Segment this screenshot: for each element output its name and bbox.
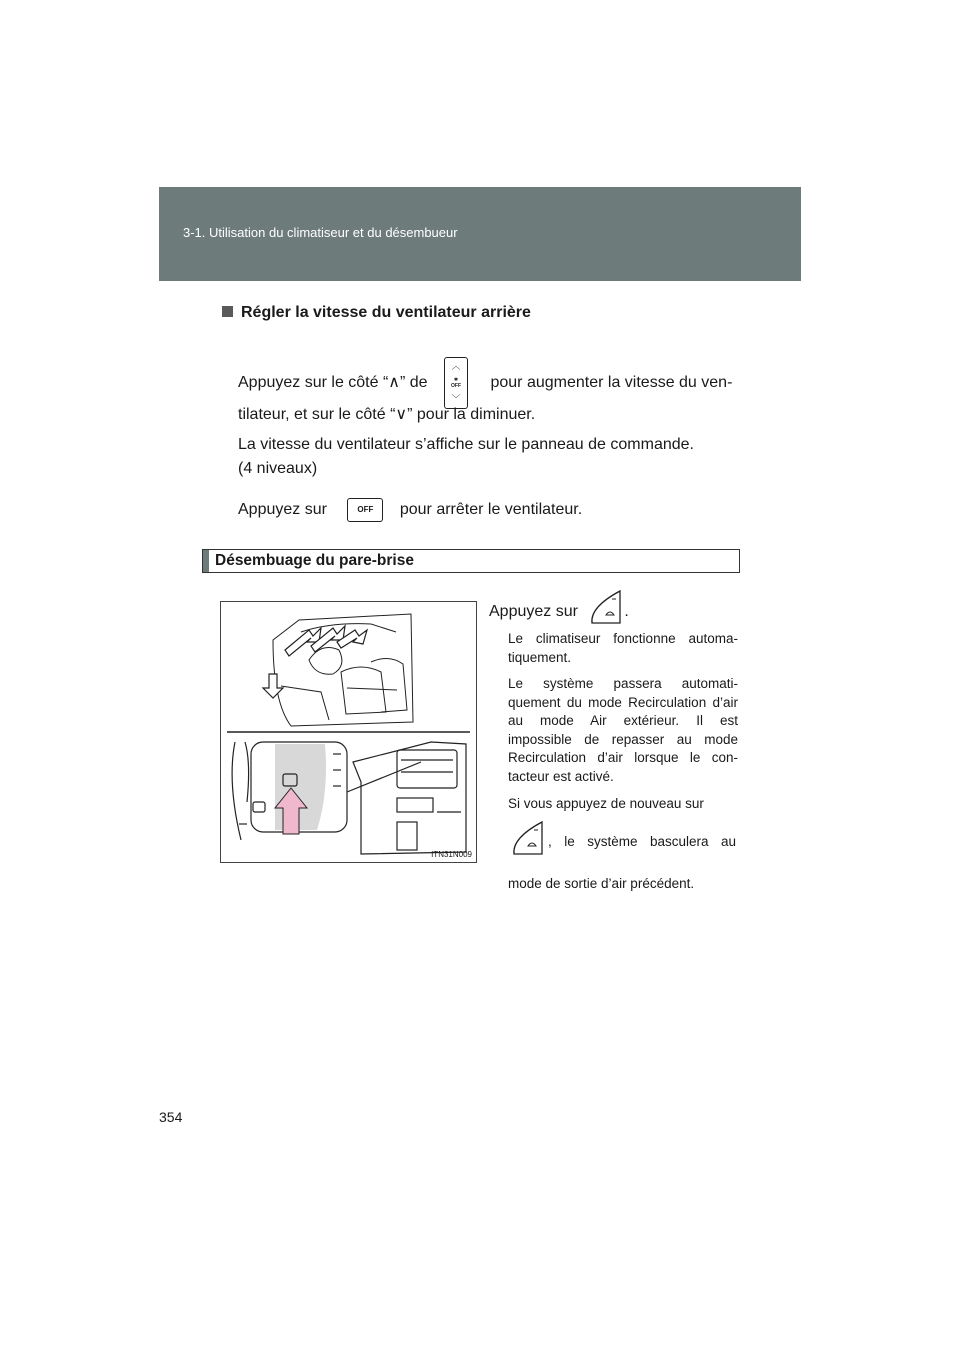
fan-instruction-part-a: Appuyez sur le côté “∧” de bbox=[238, 374, 428, 392]
press-text-b: . bbox=[624, 603, 629, 621]
audio-unit bbox=[397, 750, 457, 788]
steering-wheel bbox=[309, 648, 342, 675]
fan-instruction-line-5 bbox=[238, 498, 582, 522]
press-text-a: Appuyez sur bbox=[489, 603, 578, 621]
passenger-seat bbox=[371, 658, 407, 712]
paragraph-press-again: Si vous appuyez de nouveau sur bbox=[508, 796, 704, 811]
rear-fan-heading bbox=[222, 304, 531, 322]
chapter-header bbox=[159, 187, 801, 281]
chevron-down-icon: ﹀ bbox=[451, 394, 461, 404]
square-bullet-icon bbox=[222, 306, 233, 317]
rear-defrost-button bbox=[253, 802, 265, 812]
dashboard-drawing bbox=[221, 602, 476, 862]
front-seat bbox=[341, 667, 386, 714]
chevron-up-icon: ︿ bbox=[451, 361, 461, 371]
section-accent-bar bbox=[203, 550, 209, 572]
windshield-defrost-key-icon bbox=[586, 587, 624, 627]
climate-panel bbox=[397, 798, 433, 812]
windshield-line bbox=[301, 624, 396, 632]
fan-instruction-line-3: La vitesse du ventilateur s’affiche sur le panneau de commande. bbox=[238, 436, 694, 453]
panel-inner-curve bbox=[245, 742, 249, 802]
windshield-defrost-key-icon-2 bbox=[508, 818, 546, 858]
paragraph-auto: Le climatiseur fonctionne automa-tiquement. bbox=[508, 631, 738, 665]
lower-switches bbox=[397, 822, 417, 850]
panel-curve bbox=[232, 742, 241, 840]
fan-key-label: ✱ OFF bbox=[451, 377, 462, 389]
windshield-section-heading bbox=[202, 549, 740, 573]
fan-speed-key-icon bbox=[444, 357, 468, 409]
seat-line bbox=[347, 688, 397, 690]
windshield-press-line bbox=[489, 597, 629, 627]
fan-off-part-b: pour arrêter le ventilateur. bbox=[399, 501, 583, 519]
fan-off-part-a: Appuyez sur bbox=[238, 501, 327, 519]
airflow-arrow-down bbox=[263, 674, 283, 698]
fan-instruction-line-1 bbox=[238, 357, 732, 409]
rear-fan-heading-text: Régler la vitesse du ventilateur arrière bbox=[241, 304, 531, 321]
fan-instruction-line-4: (4 niveaux) bbox=[238, 460, 318, 477]
press-again-line bbox=[508, 826, 736, 858]
press-again-text: , le système basculera au bbox=[548, 833, 736, 849]
fan-instruction-part-b: pour augmenter la vitesse du ven- bbox=[490, 374, 733, 392]
paragraph-recirculation: Le système passera automati-quement du mode Recirculation d’air au mode Air extérieur. Il est impossible de repasser au mode Recirculation d’air lorsque le con-tacteur est activé. bbox=[508, 676, 738, 784]
chapter-title: 3-1. Utilisation du climatiseur et du désembueur bbox=[183, 225, 458, 240]
off-key-icon: OFF bbox=[347, 498, 383, 522]
paragraph-previous-mode: mode de sortie d’air précédent. bbox=[508, 876, 695, 891]
dashboard-illustration bbox=[220, 601, 477, 863]
fan-instruction-line-2: tilateur, et sur le côté “∨” pour la diminuer. bbox=[238, 406, 536, 423]
floor-line bbox=[281, 686, 329, 720]
figure-code: ITN31N009 bbox=[431, 850, 472, 859]
page-number: 354 bbox=[159, 1109, 183, 1125]
windshield-section-title: Désembuage du pare-brise bbox=[215, 552, 414, 569]
